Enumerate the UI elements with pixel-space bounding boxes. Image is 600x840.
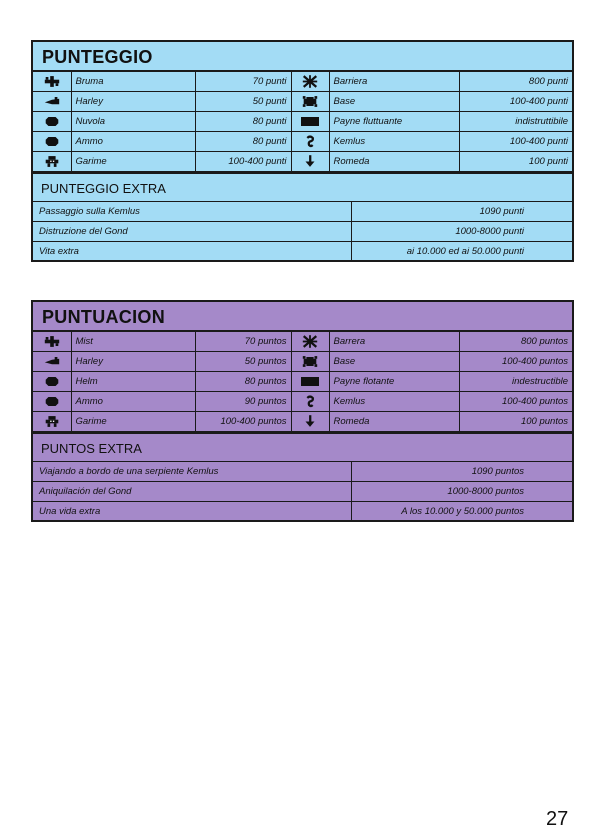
enemy-name: Helm <box>71 372 195 392</box>
enemy-points: 100 punti <box>459 152 572 172</box>
nuvola-blob-icon <box>33 372 71 392</box>
enemy-points: indestructible <box>459 372 572 392</box>
enemy-name: Harley <box>71 92 195 112</box>
kemlus-serpent-icon <box>291 132 329 152</box>
extra-row <box>33 242 572 262</box>
spanish-score-grid <box>33 332 572 432</box>
enemy-name: Ammo <box>71 392 195 412</box>
extra-row <box>33 202 572 222</box>
garime-alien-icon <box>33 412 71 432</box>
ammo-blob-icon <box>33 132 71 152</box>
italian-extra-title: PUNTEGGIO EXTRA <box>33 172 572 202</box>
score-row <box>33 92 572 112</box>
enemy-name: Base <box>329 92 459 112</box>
harley-ship-icon <box>33 352 71 372</box>
enemy-points: 70 punti <box>195 72 291 92</box>
italian-score-table <box>31 40 574 262</box>
enemy-points: 50 punti <box>195 92 291 112</box>
spanish-extra-title: PUNTOS EXTRA <box>33 432 572 462</box>
italian-score-grid <box>33 72 572 172</box>
enemy-name: Barrera <box>329 332 459 352</box>
score-row <box>33 332 572 352</box>
enemy-points: 80 punti <box>195 132 291 152</box>
enemy-name: Kemlus <box>329 132 459 152</box>
extra-points: A los 10.000 y 50.000 puntos <box>351 502 572 522</box>
extra-points: 1000-8000 puntos <box>351 482 572 502</box>
payne-block-icon <box>291 112 329 132</box>
extra-label: Passaggio sulla Kemlus <box>33 202 351 222</box>
extra-row <box>33 482 572 502</box>
score-row <box>33 132 572 152</box>
enemy-name: Payne fluttuante <box>329 112 459 132</box>
extra-label: Vita extra <box>33 242 351 262</box>
enemy-points: 100-400 punti <box>459 132 572 152</box>
enemy-name: Romeda <box>329 412 459 432</box>
kemlus-serpent-icon <box>291 392 329 412</box>
enemy-name: Nuvola <box>71 112 195 132</box>
extra-points: ai 10.000 ed ai 50.000 punti <box>351 242 572 262</box>
score-row <box>33 112 572 132</box>
harley-ship-icon <box>33 92 71 112</box>
spanish-extra-grid <box>33 462 572 521</box>
enemy-name: Bruma <box>71 72 195 92</box>
score-row <box>33 352 572 372</box>
score-row <box>33 392 572 412</box>
enemy-points: 70 puntos <box>195 332 291 352</box>
base-icon <box>291 352 329 372</box>
score-row <box>33 412 572 432</box>
page-number: 27 <box>546 808 569 830</box>
enemy-name: Garime <box>71 412 195 432</box>
enemy-name: Romeda <box>329 152 459 172</box>
bruma-icon <box>33 72 71 92</box>
enemy-points: 80 puntos <box>195 372 291 392</box>
enemy-name: Payne flotante <box>329 372 459 392</box>
enemy-points: 100-400 punti <box>459 92 572 112</box>
extra-row <box>33 222 572 242</box>
romeda-arrow-icon <box>291 152 329 172</box>
extra-row <box>33 502 572 522</box>
score-row <box>33 72 572 92</box>
ammo-blob-icon <box>33 392 71 412</box>
extra-label: Una vida extra <box>33 502 351 522</box>
enemy-points: 100 puntos <box>459 412 572 432</box>
garime-alien-icon <box>33 152 71 172</box>
score-row <box>33 152 572 172</box>
enemy-points: indistruttibile <box>459 112 572 132</box>
extra-label: Viajando a bordo de una serpiente Kemlus <box>33 462 351 482</box>
enemy-points: 90 puntos <box>195 392 291 412</box>
spanish-title: PUNTUACION <box>33 302 572 332</box>
enemy-name: Garime <box>71 152 195 172</box>
enemy-points: 800 punti <box>459 72 572 92</box>
enemy-name: Kemlus <box>329 392 459 412</box>
extra-points: 1000-8000 punti <box>351 222 572 242</box>
enemy-points: 800 puntos <box>459 332 572 352</box>
enemy-points: 100-400 punti <box>195 152 291 172</box>
enemy-points: 80 punti <box>195 112 291 132</box>
score-row <box>33 372 572 392</box>
enemy-points: 50 puntos <box>195 352 291 372</box>
extra-points: 1090 puntos <box>351 462 572 482</box>
extra-row <box>33 462 572 482</box>
enemy-points: 100-400 puntos <box>459 392 572 412</box>
extra-label: Aniquilación del Gond <box>33 482 351 502</box>
enemy-name: Barriera <box>329 72 459 92</box>
enemy-points: 100-400 puntos <box>195 412 291 432</box>
barrier-icon <box>291 72 329 92</box>
bruma-icon <box>33 332 71 352</box>
extra-points: 1090 punti <box>351 202 572 222</box>
nuvola-blob-icon <box>33 112 71 132</box>
spanish-score-table <box>31 300 574 522</box>
enemy-name: Base <box>329 352 459 372</box>
italian-extra-grid <box>33 202 572 261</box>
barrier-icon <box>291 332 329 352</box>
base-icon <box>291 92 329 112</box>
enemy-name: Ammo <box>71 132 195 152</box>
payne-block-icon <box>291 372 329 392</box>
enemy-name: Harley <box>71 352 195 372</box>
extra-label: Distruzione del Gond <box>33 222 351 242</box>
romeda-arrow-icon <box>291 412 329 432</box>
enemy-name: Mist <box>71 332 195 352</box>
italian-title: PUNTEGGIO <box>33 42 572 72</box>
enemy-points: 100-400 puntos <box>459 352 572 372</box>
